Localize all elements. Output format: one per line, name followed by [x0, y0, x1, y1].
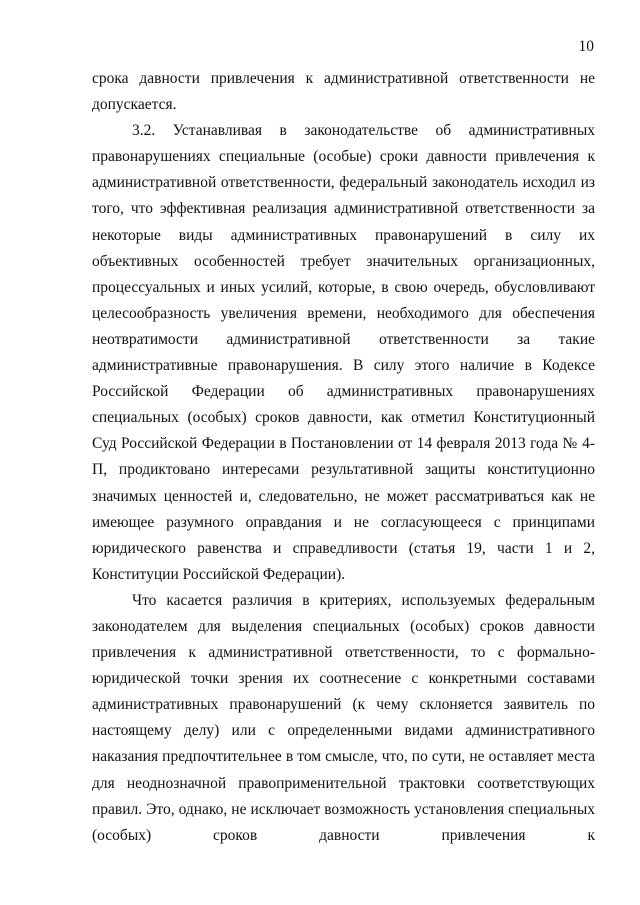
page-number: 10	[578, 38, 594, 55]
paragraph-criteria: Что касается различия в критериях, используемых федеральным законодателем для выделения специальных (особых) сроков давности привлечения к административной ответственности, то с формально-юридической точки зрения их соотнесение с конкретными составами административных правонарушений (к чему склоняется заявитель по настоящему делу) или с определенными видами административного наказания предпочтительнее в том смысле, что, по сути, не оставляет места для неоднозначной правоприменительной трактовки соответствующих правил. Это, однако, не исключает возможность установления специальных (особых) сроков давности привлечения к	[92, 591, 595, 844]
document-body	[92, 66, 595, 849]
paragraph-section-3-2: 3.2. Устанавливая в законодательстве об административных правонарушениях специальные (особые) сроки давности привлечения к административной ответственности, федеральный законодатель исходил из того, что эффективная реализация административной ответственности за некоторые виды административных правонарушений в силу их объективных особенностей требует значительных организационных, процессуальных и иных усилий, которые, в свою очередь, обусловливают целесообразность увеличения времени, необходимого для обеспечения неотвратимости административной ответственности за такие административные правонарушения. В силу этого наличие в Кодексе Российской Федерации об административных правонарушениях специальных (особых) сроков давности, как отметил Конституционный Суд Российской Федерации в Постановлении от 14 февраля 2013 года № 4-П, продиктовано интересами результативной защиты конституционно значимых ценностей и, следовательно, не может рассматриваться как не имеющее разумного оправдания и не согласующееся с принципами юридического равенства и справедливости (статья 19, части 1 и 2, Конституции Российской Федерации).	[92, 122, 595, 583]
paragraph-continuation: срока давности привлечения к административной ответственности не допускается.	[92, 70, 595, 114]
